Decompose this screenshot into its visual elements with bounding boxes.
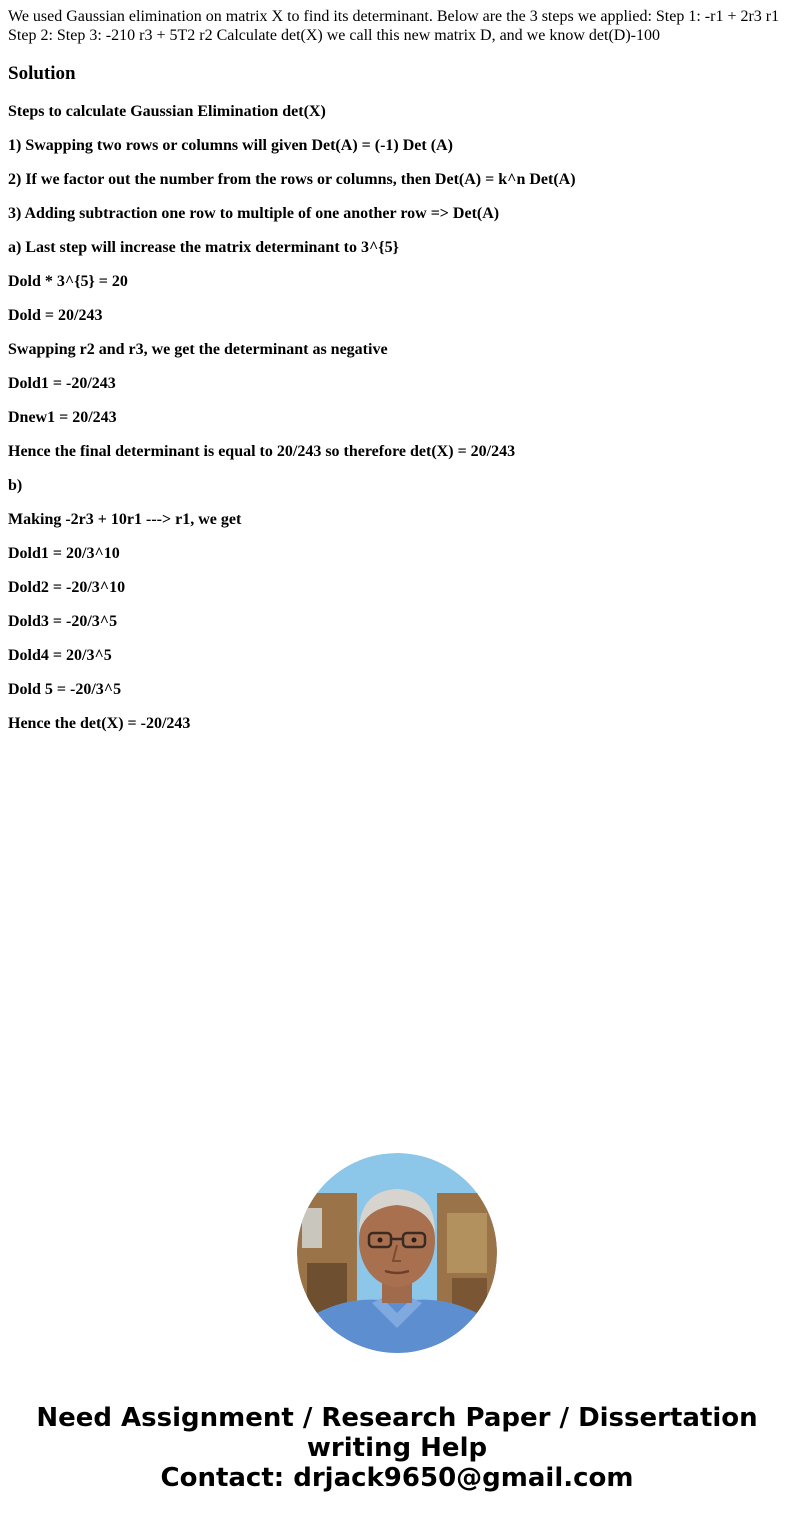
footer-contact-email[interactable]: Contact: drjack9650@gmail.com [160,1463,634,1493]
solution-line: a) Last step will increase the matrix determinant to 3^{5} [8,239,399,256]
question-text: We used Gaussian elimination on matrix X to find its determinant. Below are the 3 steps we applied: Step 1: -r1 + 2r3 r1 Step 2: Step 3: -210 r3 + 5T2 r2 Calculate det(X) we call this new matrix D, and we know det(D)-100 [8,8,780,44]
solution-line: Dold3 = -20/3^5 [8,613,118,630]
footer-line-1: Need Assignment / Research Paper / Dissertation [36,1403,758,1433]
solution-line: Hence the det(X) = -20/243 [8,715,191,732]
solution-line: Dold4 = 20/3^5 [8,647,112,664]
solution-line: Dold2 = -20/3^10 [8,579,126,596]
solution-line: Dold1 = -20/243 [8,375,116,392]
solution-line: b) [8,477,23,494]
contact-footer [0,1403,794,1493]
solution-line: Steps to calculate Gaussian Elimination det(X) [8,103,326,120]
solution-line: Swapping r2 and r3, we get the determinant as negative [8,341,388,358]
solution-line: Dold1 = 20/3^10 [8,545,120,562]
solution-line: 1) Swapping two rows or columns will given Det(A) = (-1) Det (A) [8,137,453,154]
solution-line: Dold = 20/243 [8,307,103,324]
solution-line: Dold 5 = -20/3^5 [8,681,122,698]
solution-line: Hence the final determinant is equal to 20/243 so therefore det(X) = 20/243 [8,443,516,460]
footer-line-2: writing Help [306,1433,488,1463]
solution-line: 2) If we factor out the number from the rows or columns, then Det(A) = k^n Det(A) [8,171,576,188]
solution-line: 3) Adding subtraction one row to multiple of one another row => Det(A) [8,205,500,222]
solution-heading: Solution [8,63,76,84]
author-avatar [297,1153,497,1353]
solution-steps [8,102,788,748]
solution-line: Dnew1 = 20/243 [8,409,117,426]
solution-line: Dold * 3^{5} = 20 [8,273,128,290]
solution-line: Making -2r3 + 10r1 ---> r1, we get [8,511,242,528]
